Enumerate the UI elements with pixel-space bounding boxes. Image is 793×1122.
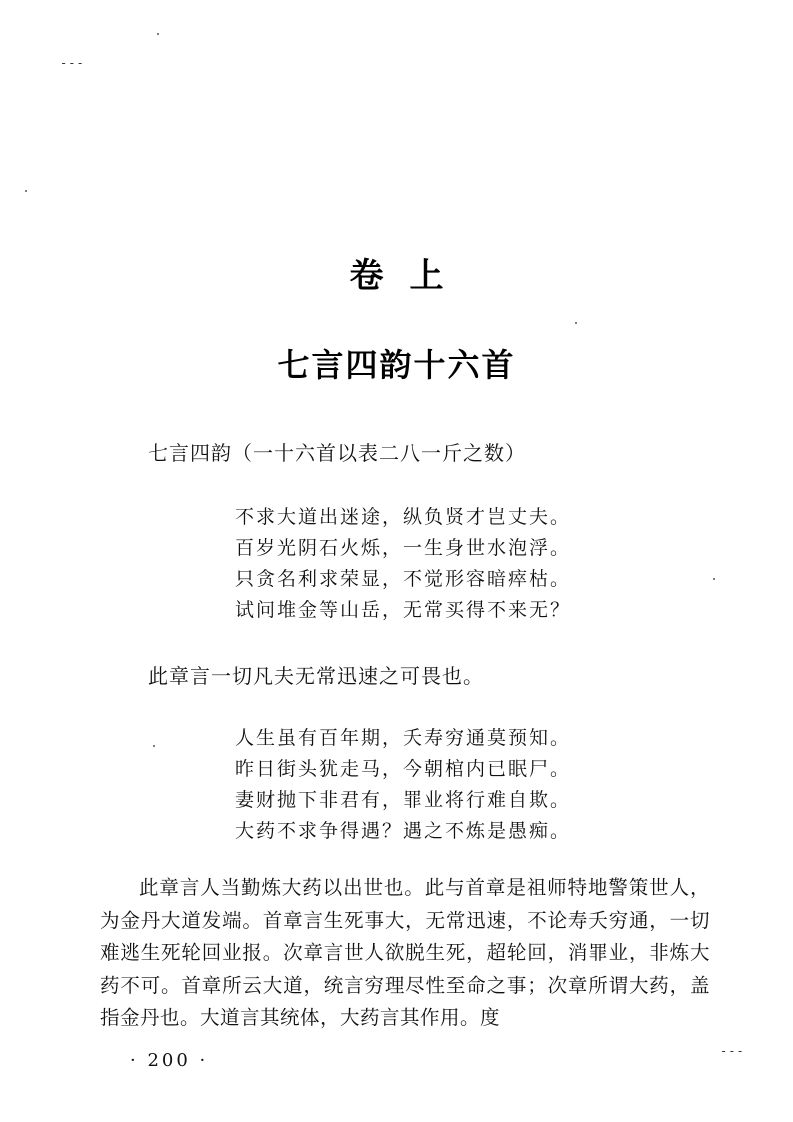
poem-form-heading: 七言四韵（一十六首以表二八一斤之数） [148, 441, 526, 465]
poem-line: 妻财抛下非君有，罪业将行难自欺。 [235, 789, 572, 811]
poem-2 [235, 723, 571, 847]
poem-line: 试问堆金等山岳，无常买得不来无？ [235, 599, 572, 621]
poem-line: 昨日街头犹走马，今朝棺内已眠尸。 [235, 758, 572, 780]
scan-mark-bottom: --- [720, 1044, 745, 1058]
poem-line: 人生虽有百年期，夭寿穷通莫预知。 [235, 727, 572, 749]
poem-line: 百岁光阴石火烁，一生身世水泡浮。 [235, 537, 572, 559]
poem-2-commentary: 此章言人当勤炼大药以出世也。此与首章是祖师特地警策世人，为金丹大道发端。首章言生死事大，无常迅速，不论寿夭穷通，一切难逃生死轮回业报。次章言世人欲脱生死，超轮回，消罪业，非炼大药不可。首章所云大道，统言穷理尽性至命之事；次章所谓大药，盖指金丹也。大道言其统体，大药言其作用。度 [100, 876, 710, 1029]
volume-title: 卷上 [349, 256, 470, 296]
poem-line: 不求大道出迷途，纵负贤才岂丈夫。 [235, 506, 572, 528]
scan-speck [153, 745, 155, 747]
scan-speck [157, 33, 159, 35]
scan-mark-top: --- [60, 56, 85, 70]
scan-speck [25, 190, 27, 192]
scan-speck [575, 322, 577, 324]
poem-line: 大药不求争得遇？遇之不炼是愚痴。 [235, 820, 572, 842]
poem-1-commentary: 此章言一切凡夫无常迅速之可畏也。 [148, 664, 484, 688]
section-title: 七言四韵十六首 [277, 346, 516, 384]
poem-line: 只贪名利求荣显，不觉形容暗瘁枯。 [235, 568, 572, 590]
page-number: · 200 · [130, 1050, 209, 1071]
scan-speck [713, 578, 715, 580]
poem-1 [235, 502, 571, 626]
